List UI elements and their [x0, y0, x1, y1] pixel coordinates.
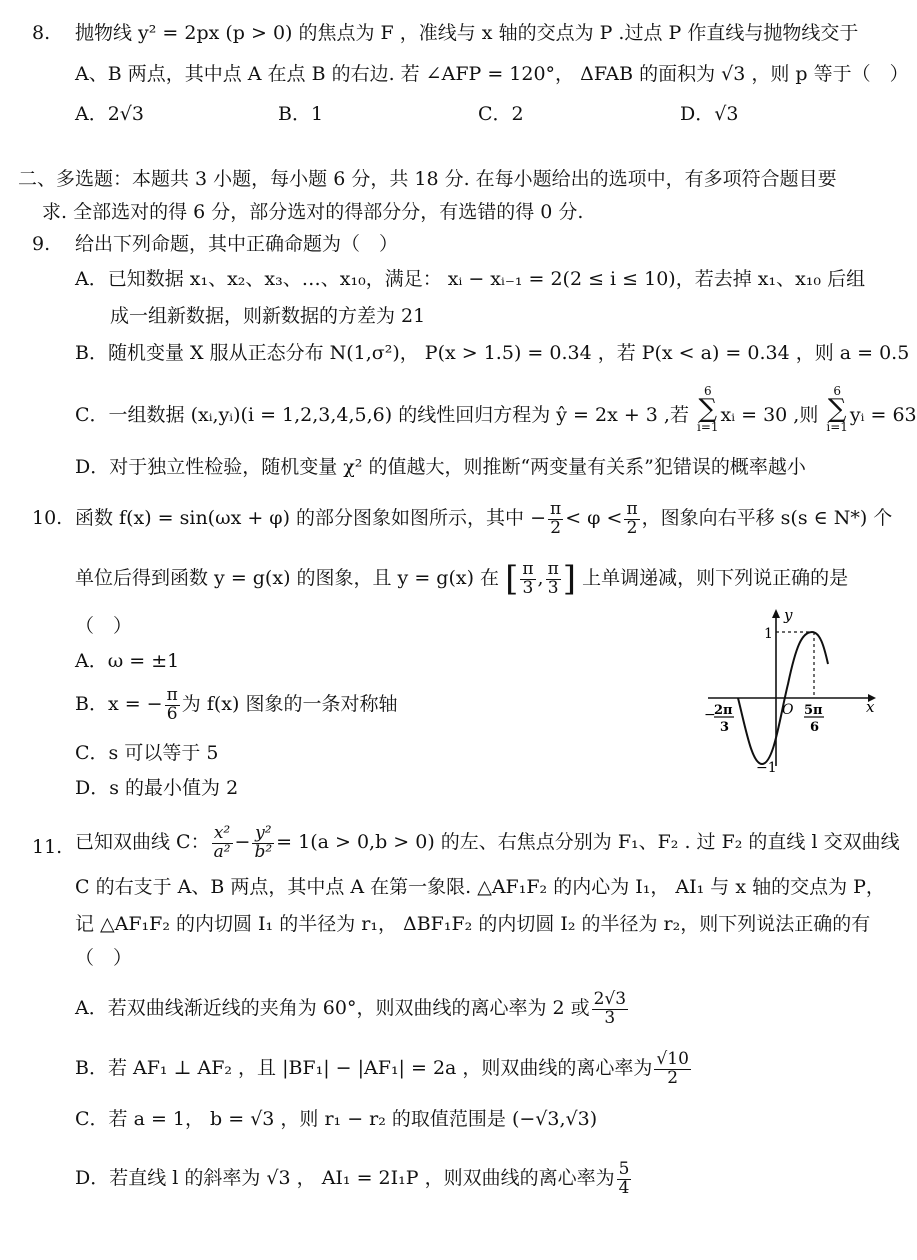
q10-option-b-pre: B．x = − — [75, 693, 163, 715]
q9-option-a-line2: 成一组新数据，则新数据的方差为 21 — [110, 305, 426, 327]
frac-num: π — [547, 558, 559, 579]
q10-line1-b: < φ < — [565, 507, 623, 529]
q10-option-b-post: 为 f(x) 图象的一条对称轴 — [181, 693, 398, 715]
q11-option-d-pre: D．若直线 l 的斜率为 √3 ， AI₁ = 2I₁P ，则双曲线的离心率为 — [75, 1167, 615, 1189]
sigma-x-symbol: ∑ — [698, 394, 718, 424]
q9-stem: 给出下列命题，其中正确命题为（ ） — [75, 233, 399, 255]
frac-2sqrt3-over-3 — [592, 988, 628, 1028]
x-tick-neg-num: 2π — [714, 703, 733, 718]
frac-pi-over-3 — [546, 558, 561, 598]
section2-line2: 求. 全部选对的得 6 分，部分选对的得部分分，有选错的得 0 分. — [42, 201, 584, 223]
sigma-y-bottom: i=1 — [826, 420, 848, 434]
x-tick-pos-num: 5π — [804, 703, 823, 718]
q8-option-a: A．2√3 — [75, 103, 145, 125]
q10-line1-a: 函数 f(x) = sin(ωx + φ) 的部分图象如图所示，其中 − — [75, 507, 547, 529]
q11-option-b — [75, 1042, 693, 1094]
y-axis-label: y — [784, 606, 793, 624]
q11-line1: 已知双曲线 C： $\frac{\text{x²}}{\text{a²}}$ − $\frac{\text{y²}}{\text{b²}}$ = 1(a > 0,b > 0) 的左、右焦点分别为 F₁、F₂ . 过 F₂ 的直线 l 交双曲线 — [75, 822, 900, 862]
sigma-y — [826, 385, 848, 433]
q8-line2: A、B 两点，其中点 A 在点 B 的右边. 若 ∠AFP = 120°， ΔFAB 的面积为 √3 ，则 p 等于（ ） — [75, 63, 909, 85]
frac-den: 3 — [522, 577, 534, 598]
frac-num: x² — [212, 825, 233, 844]
q10-option-a: A．ω = ±1 — [75, 650, 180, 672]
q10-line1-c: ，图象向右平移 s(s ∈ N*) 个 — [641, 507, 893, 529]
frac-den: 2 — [550, 517, 562, 538]
q11-line1-a: 已知双曲线 C： — [75, 831, 210, 853]
q11-line2: C 的右支于 A、B 两点，其中点 A 在第一象限. △AF₁F₂ 的内心为 I₁， AI₁ 与 x 轴的交点为 P， — [75, 876, 885, 898]
sigma-x-top: 6 — [703, 384, 712, 398]
origin-label: O — [782, 702, 794, 718]
q10-line2-b: 上单调递减，则下列说正确的是 — [582, 567, 849, 589]
q8-line1: 抛物线 y² = 2px (p > 0) 的焦点为 F ，准线与 x 轴的交点为 P .过点 P 作直线与抛物线交于 — [75, 22, 859, 44]
sine-graph — [702, 606, 882, 776]
frac-5-over-4 — [617, 1158, 632, 1198]
q9-option-c-post: yᵢ = 63 — [849, 404, 917, 426]
q8-option-c: C．2 — [478, 103, 524, 125]
frac-num: √10 — [656, 1048, 689, 1069]
q11-option-d — [75, 1152, 633, 1204]
q9-option-d: D．对于独立性检验，随机变量 χ² 的值越大，则推断“两变量有关系”犯错误的概率越小 — [75, 456, 806, 478]
q8-number: 8. — [32, 22, 51, 44]
q10-option-c: C．s 可以等于 5 — [75, 742, 219, 764]
q11-option-c: C．若 a = 1， b = √3 ，则 r₁ − r₂ 的取值范围是 (−√3,√3) — [75, 1108, 598, 1130]
x-tick-pos-den: 6 — [810, 720, 820, 735]
frac-pi-over-2-left — [548, 498, 563, 538]
q11-line3: 记 △AF₁F₂ 的内切圆 I₁ 的半径为 r₁， ΔBF₁F₂ 的内切圆 I₂ 的半径为 r₂，则下列说法正确的有 — [75, 913, 871, 935]
q10-number: 10. — [32, 507, 63, 529]
q11-option-a-pre: A．若双曲线渐近线的夹角为 60°，则双曲线的离心率为 2 或 — [75, 997, 590, 1019]
frac-num: π — [550, 498, 562, 519]
sigma-x — [697, 385, 719, 433]
y-axis-arrow — [772, 609, 780, 618]
frac-neg-pi-over-3 — [520, 558, 535, 598]
frac-pi-over-6 — [165, 684, 180, 724]
sigma-y-symbol: ∑ — [827, 394, 847, 424]
q11-line1-b: = 1(a > 0,b > 0) 的左、右焦点分别为 F₁、F₂ . 过 F₂ 的直线 l 交双曲线 — [276, 831, 900, 853]
frac-x2-a2 — [212, 822, 233, 862]
q11-paren: （ ） — [75, 947, 133, 969]
y-tick-1: 1 — [764, 626, 773, 642]
q10-option-b — [75, 686, 397, 723]
q10-line2-a: 单位后得到函数 y = g(x) 的图象，且 y = g(x) 在 — [75, 567, 500, 589]
q9-option-b: B．随机变量 X 服从正态分布 N(1,σ²)， P(x > 1.5) = 0.34 ，若 P(x < a) = 0.34 ，则 a = 0.5 — [75, 342, 910, 364]
frac-den: b² — [254, 841, 273, 862]
frac-num: 2√3 — [593, 988, 627, 1009]
q10-paren: （ ） — [75, 615, 133, 637]
q9-option-c-pre: C．一组数据 (xᵢ,yᵢ)(i = 1,2,3,4,5,6) 的线性回归方程为 ŷ = 2x + 3 ,若 — [75, 404, 689, 426]
q10-line1 — [75, 500, 892, 537]
q11-option-a — [75, 982, 630, 1034]
x-axis-label: x — [866, 698, 875, 716]
frac-den: 2 — [626, 517, 638, 538]
frac-den: 3 — [547, 577, 559, 598]
q11-number: 11. — [32, 836, 63, 858]
q9-option-a-line1: A．已知数据 x₁、x₂、x₃、…、x₁₀，满足： xᵢ − xᵢ₋₁ = 2(2 ≤ i ≤ 10)，若去掉 x₁、x₁₀ 后组 — [75, 268, 866, 290]
q10-line2: 单位后得到函数 y = g(x) 的图象，且 y = g(x) 在 [ $\frac{\pi}{3}$ , $\frac{\pi}{3}$ ] 上单调递减，则下列说正确的是 — [75, 558, 849, 599]
q11-option-b-pre: B．若 AF₁ ⊥ AF₂ ，且 |BF₁| − |AF₁| = 2a ，则双曲线的离心率为 — [75, 1057, 653, 1079]
frac-num: π — [626, 498, 638, 519]
q10-option-d: D．s 的最小值为 2 — [75, 777, 239, 799]
q8-option-b: B．1 — [278, 103, 324, 125]
frac-pi-over-2-right — [624, 498, 639, 538]
x-tick-neg-sign: − — [704, 707, 716, 723]
frac-num: 5 — [618, 1158, 630, 1179]
frac-num: y² — [252, 825, 274, 844]
sigma-y-top: 6 — [833, 384, 841, 398]
frac-num: π — [166, 684, 178, 705]
q9-number: 9. — [32, 233, 51, 255]
frac-y2-b2 — [252, 822, 274, 862]
q9-option-c — [75, 384, 917, 434]
interval-bracket-right: ] — [562, 559, 577, 599]
frac-den: 6 — [166, 703, 178, 724]
sigma-x-bottom: i=1 — [697, 420, 719, 434]
frac-sqrt10-over-2 — [654, 1048, 690, 1088]
frac-den: 4 — [618, 1177, 630, 1198]
interval-bracket: [ — [505, 559, 519, 599]
frac-den: 3 — [604, 1007, 616, 1028]
q9-option-c-mid: xᵢ = 30 ,则 — [720, 404, 819, 426]
frac-den: 2 — [667, 1067, 679, 1088]
frac-den: a² — [213, 841, 231, 862]
frac-num: π — [522, 558, 534, 579]
y-tick-neg1: −1 — [756, 760, 777, 776]
x-tick-neg-den: 3 — [720, 720, 730, 735]
section2-line1: 二、多选题：本题共 3 小题，每小题 6 分，共 18 分. 在每小题给出的选项中，有多项符合题目要 — [18, 168, 837, 190]
q8-option-d: D．√3 — [680, 103, 739, 125]
